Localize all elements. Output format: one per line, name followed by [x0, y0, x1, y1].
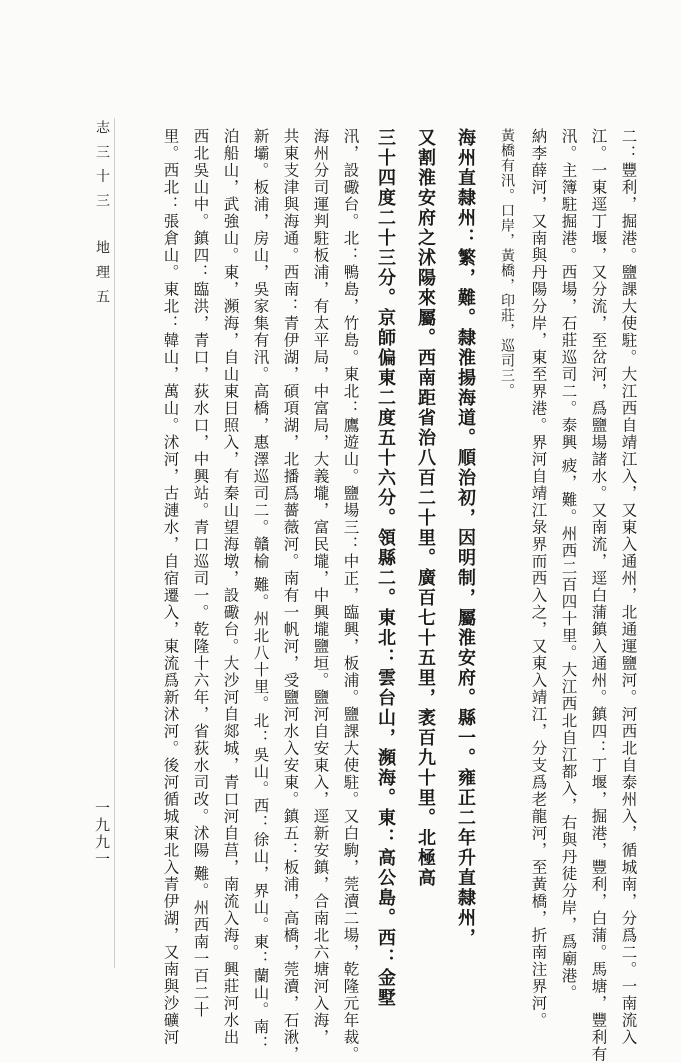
- page-number: 一九九一: [93, 800, 111, 868]
- text-column-6: 海州直隸州：繁，難。隸淮揚海道。順治初，因明制，屬淮安府。縣一。雍正二年升直隸州，: [455, 128, 476, 948]
- text-column-1: 二：豐利，掘港。鹽課大使駐。大江西自靖江入，又東入通州，北通運鹽河。河西北自泰州入，循城南，分爲二。一南流入: [619, 128, 638, 1046]
- text-column-4: 納李薛河，又南與丹陽分岸，東至界港。界河自靖江彔界而西入之，又東入靖江，分支爲老龍河，至黃橋，折南注界河。: [529, 128, 548, 1029]
- text-column-8: 三十四度二十三分。京師偏東二度五十六分。領縣二。東北：雲台山，瀕海。東：高公島。西：金墅: [375, 128, 396, 1008]
- text-column-12: 新壩。板浦，房山，吳家集有汛。高橋，惠澤巡司二。贛榆 難。州北八十里。北：吳山。西：徐山，界山。東：蘭山。南：: [251, 128, 270, 1053]
- volume-label: 志 三 十 三: [94, 120, 110, 211]
- text-column-5: 黃橋有汛。口岸，黃橋，印莊，巡司三。: [499, 128, 515, 398]
- text-column-15: 里。西北：張倉山。東北：韓山，萬山。沭河，古漣水，自宿遷入，東流爲新沭河。後河循城東北入青伊湖，又南與沙礦河: [161, 128, 180, 1046]
- text-column-11: 共東支津與海通。西南：青伊湖，碩項湖，北播爲薔薇河。南有一帆河，受鹽河水入安東。鎮五：板浦，高橋，莞瀆，石湫，: [281, 128, 300, 1063]
- running-header: [92, 120, 112, 306]
- text-column-2: 江。一東逕丁堰，又分流，至岔河，爲鹽場諸水。又南流，逕白蒲鎮入通州。鎮四：丁堰，掘港，豐利，白蒲。馬塘，豐利有: [589, 128, 608, 1063]
- text-column-9: 汛，設礮台。北：鴨島，竹島。東北：鷹遊山。鹽場三：中正，臨興，板浦。鹽課大使駐。又白駒，莞瀆二場，乾隆元年裁。: [341, 128, 360, 1063]
- section-label: 地 理 五: [94, 240, 110, 307]
- text-column-10: 海州分司運判駐板浦，有太平局，中富局，大義壠，富民壠，中興壠鹽垣。鹽河自安東入，逕新安鎮，合南北六塘河入海，: [311, 128, 330, 1046]
- text-column-14: 西北吳山中。鎮四：臨洪，青口，荻水口，中興站。青口巡司一。乾隆十六年，省荻水司改。沭陽 難。州西南一百二十: [191, 128, 210, 1019]
- margin-rule: [114, 118, 115, 968]
- text-column-13: 泊船山，武強山。東，瀕海，自山東日照入，有秦山望海墩，設礮台。大沙河自郯城，青口河自莒，南流入海。興莊河水出: [221, 128, 240, 1046]
- text-column-3: 汛。主簿駐掘港。西場，石莊巡司二。泰興 疲，難。州西二百四十里。大江西北自江都入，右與丹徒分岸，爲廟港。: [559, 128, 578, 1002]
- text-column-7: 又割淮安府之沭陽來屬。西南距省治八百二十里。廣百七十五里，袤百九十里。北極高: [415, 128, 436, 888]
